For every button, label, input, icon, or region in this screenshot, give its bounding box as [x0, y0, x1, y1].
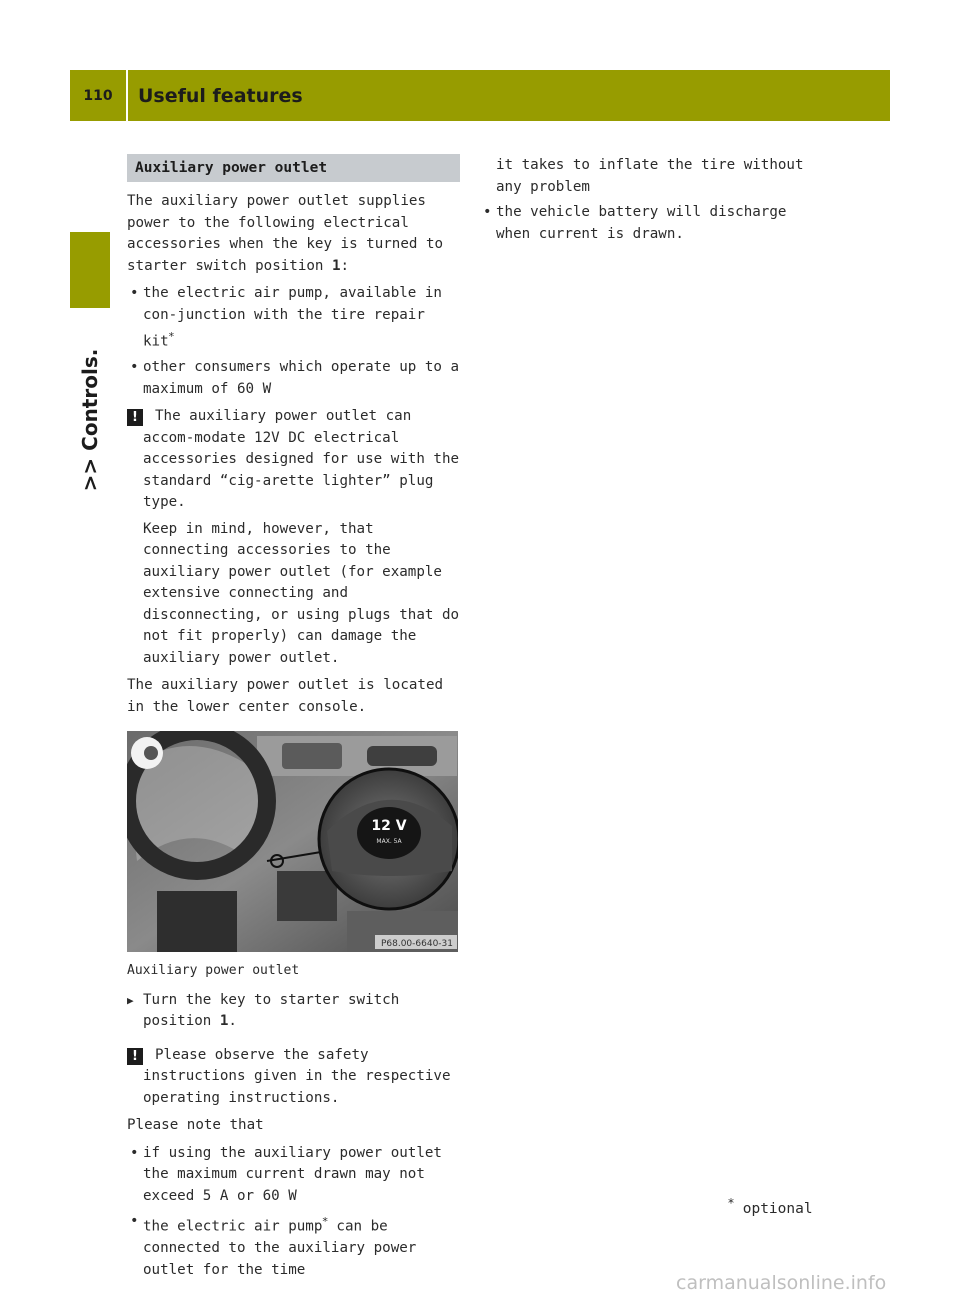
socket-label: 12 V: [371, 818, 407, 835]
warning-icon: !: [127, 409, 143, 426]
watermark: carmanualsonline.info: [676, 1272, 887, 1294]
optional-star-icon: *: [728, 1196, 734, 1210]
figure-code: P68.00-6640-31: [380, 939, 453, 950]
side-tab-block: [70, 232, 110, 308]
list-item-continued: it takes to inflate the tire without any problem: [496, 157, 804, 195]
location-paragraph: The auxiliary power outlet is located in the lower center console.: [127, 677, 444, 715]
footnote: * optional: [728, 1196, 813, 1217]
socket-sublabel: MAX. 5A: [376, 838, 402, 846]
warning-text-2: Keep in mind, however, that connecting accessories to the auxiliary power outlet (for example extensive connecting and disconnecting, or using plugs that do not fit properly) can damage the auxiliary power outlet.: [143, 520, 460, 666]
accessory-list: [127, 283, 460, 400]
notes-list: [127, 1143, 460, 1282]
subsection-heading: Auxiliary power outlet: [127, 154, 460, 182]
instruction-step: ▶ Turn the key to starter switch position 1.: [127, 991, 400, 1030]
page-number: 110: [83, 87, 113, 104]
optional-star-icon: *: [322, 1215, 328, 1229]
header-bar: [70, 70, 890, 121]
list-item: • other consumers which operate up to a maximum of 60 W: [127, 357, 460, 400]
warning-block: [127, 406, 460, 669]
list-item: • the electric air pump, available in con-junction with the tire repair kit*: [127, 283, 460, 353]
figure-caption: Auxiliary power outlet: [127, 963, 300, 979]
warning-icon: !: [127, 1048, 143, 1065]
warning-block-2: [127, 1045, 460, 1110]
section-title: Useful features: [138, 84, 303, 107]
right-column: [480, 155, 825, 251]
side-tab-label: >> Controls.: [78, 348, 102, 492]
step-arrow-icon: ▶: [127, 993, 134, 1007]
warning-text: Please observe the safety instructions given in the respective operating instructions.: [143, 1046, 451, 1106]
header-divider: [126, 70, 128, 121]
notes-list-continued: [480, 155, 825, 245]
list-item: • if using the auxiliary power outlet the maximum current drawn may not exceed 5 A or 60 W: [127, 1143, 460, 1208]
dashboard-photo: [127, 731, 458, 952]
intro-paragraph: The auxiliary power outlet supplies power to the following electrical accessories when the key is turned to starter switch position 1:: [127, 193, 444, 274]
list-item: • the vehicle battery will discharge when current is drawn.: [480, 202, 825, 245]
note-continued-text: can be connected to the auxiliary power outlet for the time: [143, 1218, 417, 1278]
list-item: • the electric air pump* can be connected to the auxiliary power outlet for the time: [127, 1211, 460, 1281]
optional-star-icon: *: [168, 330, 175, 343]
warning-text: The auxiliary power outlet can accom-modate 12V DC electrical accessories designed for use with the standard “cig-arette lighter” plug type.: [143, 408, 460, 511]
left-column: [127, 154, 460, 1287]
note-intro: Please note that: [127, 1117, 264, 1134]
